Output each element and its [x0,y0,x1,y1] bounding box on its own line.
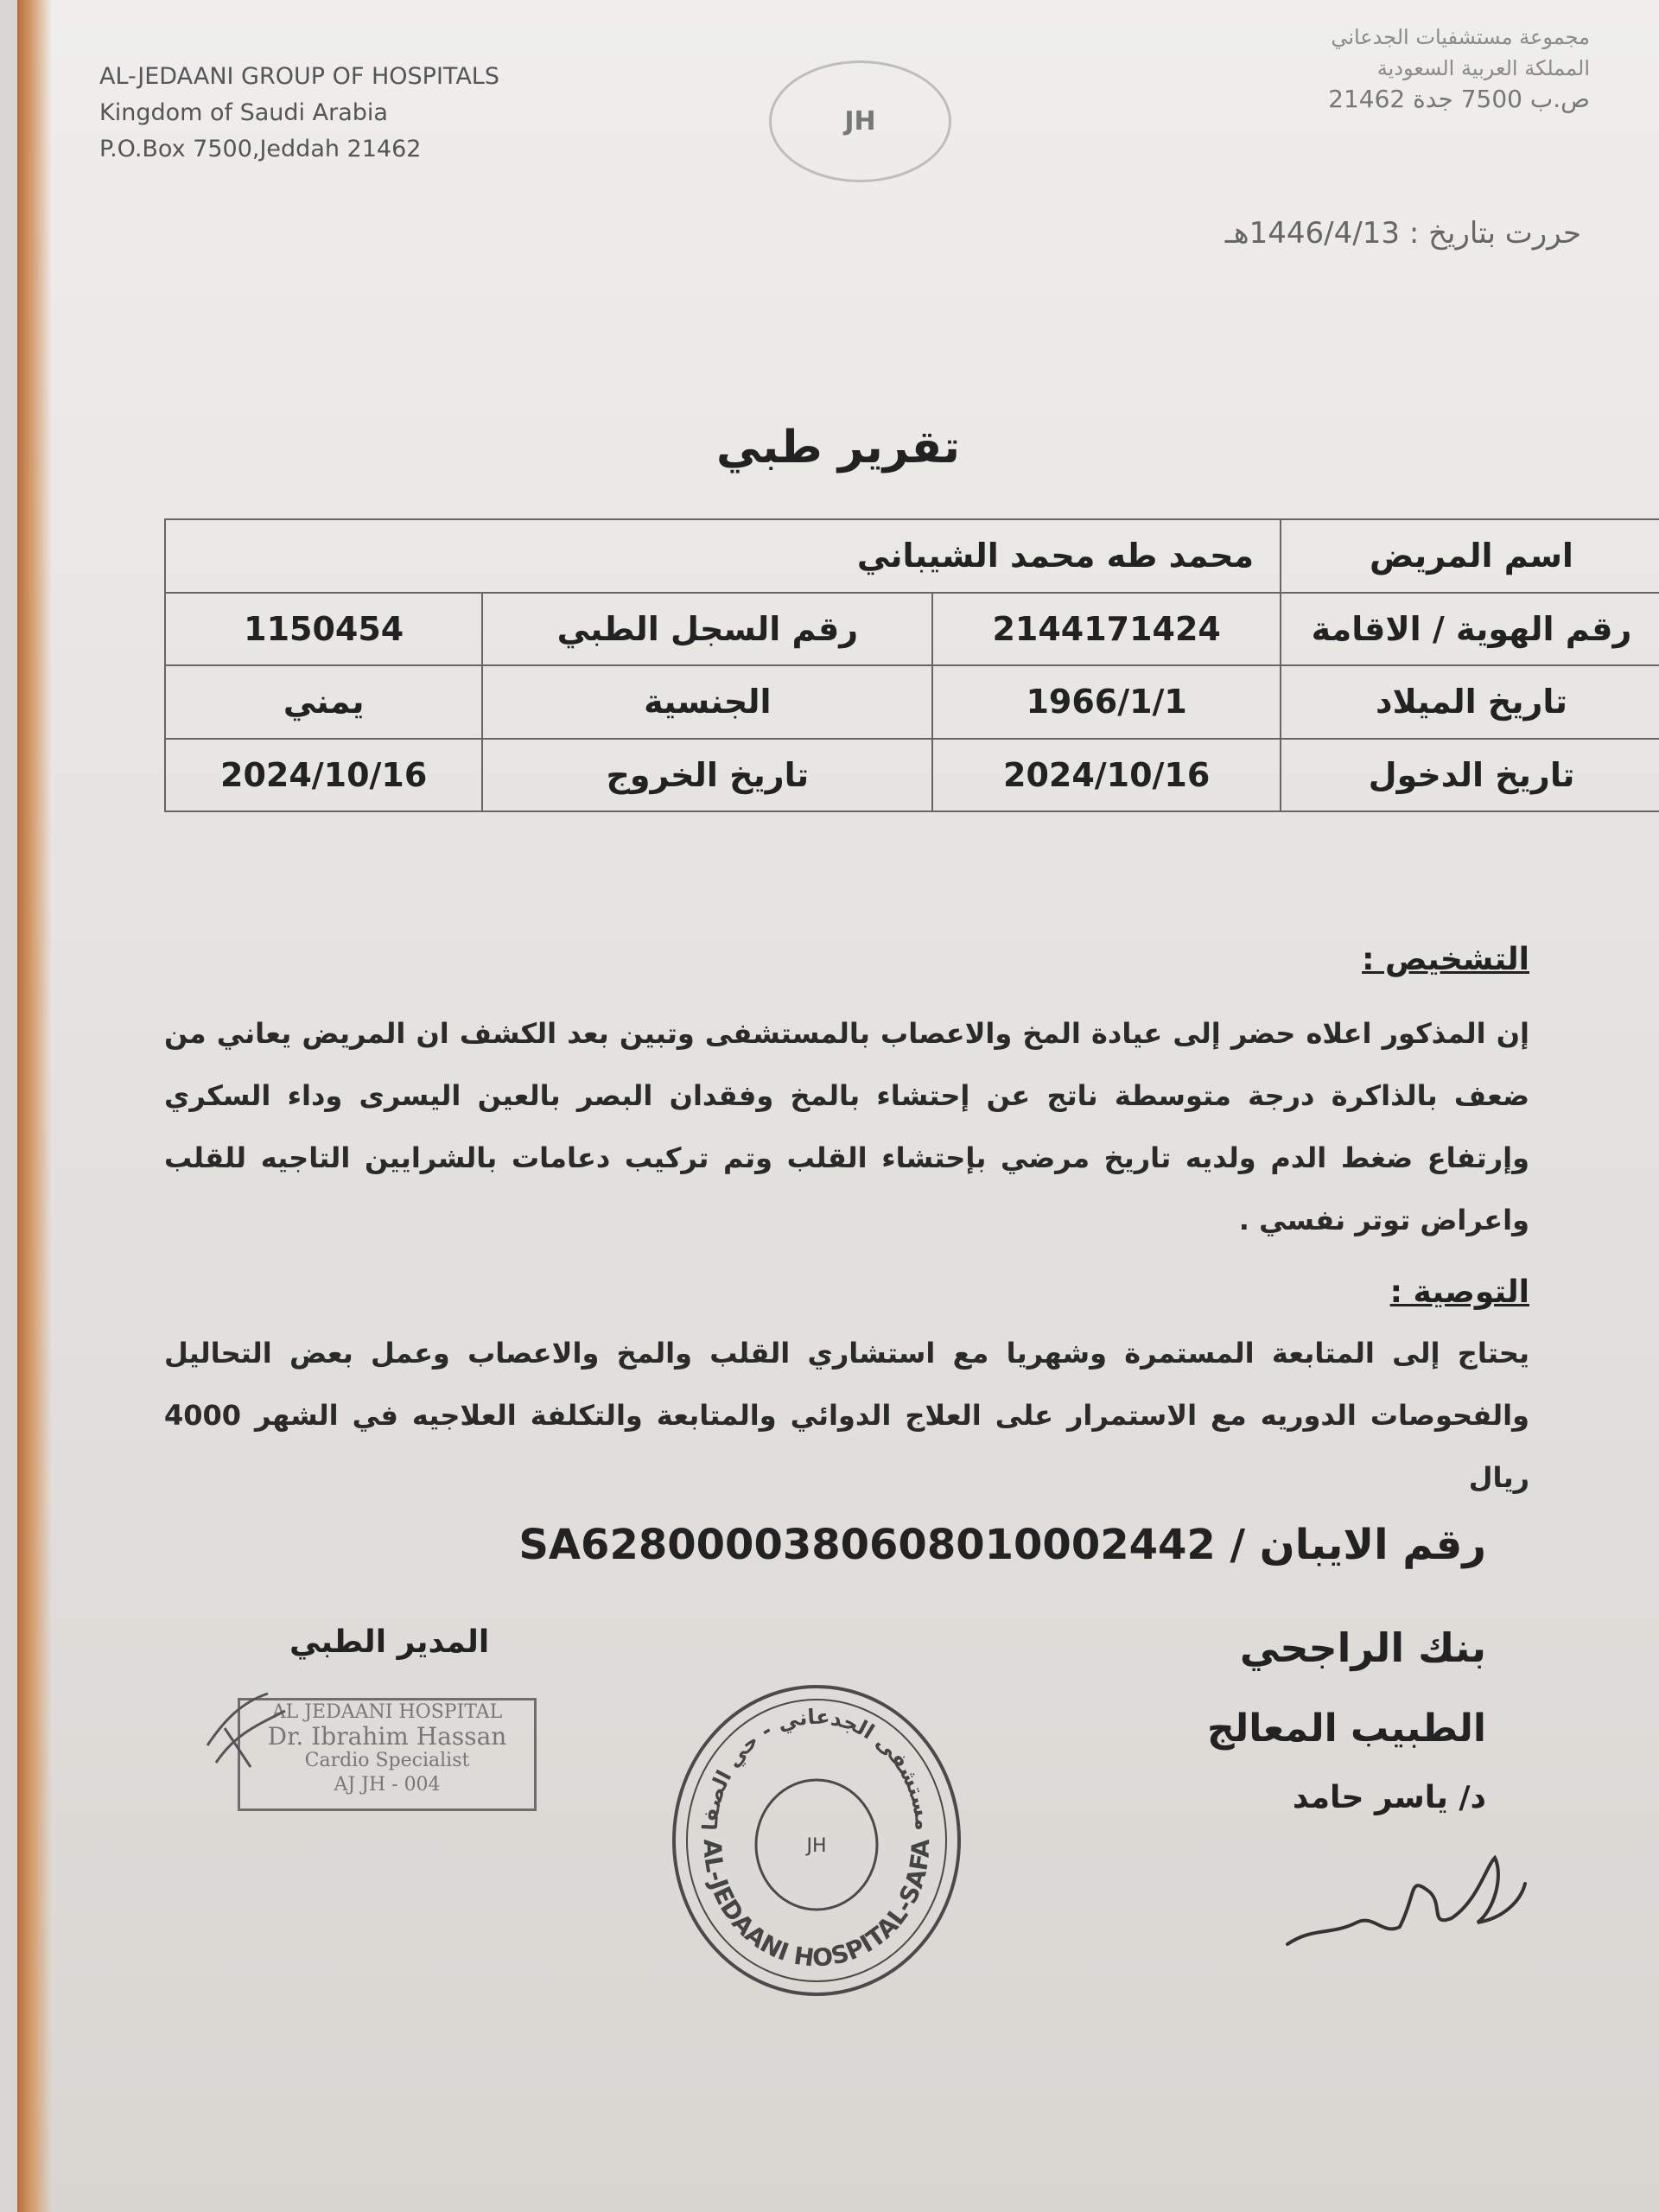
discharge-value: 2024/10/16 [165,739,482,812]
discharge-label: تاريخ الخروج [482,739,932,812]
table-row [165,739,1659,812]
hospital-group-name: AL-JEDAANI GROUP OF HOSPITALS [99,63,499,90]
paper-edge [17,0,52,2212]
seal-text: AL-JEDAANI HOSPITAL-SAFA [697,1838,936,1973]
date-value: 1446/4/13هـ [1224,216,1400,251]
issue-date [1225,216,1581,251]
director-signature-icon [199,1685,294,1780]
patient-name-label: اسم المريض [1281,519,1659,593]
date-label: حررت بتاريخ : [1408,216,1581,251]
bank-name: بنك الراجحي [1239,1624,1486,1671]
patient-info-table [164,518,1659,812]
arabic-letterhead [1305,22,1590,115]
stamp-line: AL JEDAANI HOSPITAL [271,1701,503,1723]
seal-logo-text: JH [806,1835,827,1857]
treating-doctor-title: الطبيب المعالج [1207,1707,1486,1751]
patient-name-value: محمد طه محمد الشيباني [165,519,1281,593]
table-row [165,665,1659,739]
nationality-value: يمني [165,665,482,739]
admission-value: 2024/10/16 [932,739,1281,812]
dob-value: 1966/1/1 [932,665,1281,739]
nationality-label: الجنسية [482,665,932,739]
mrn-value: 1150454 [165,593,482,666]
id-value: 2144171424 [932,593,1281,666]
document-page [17,0,1659,2212]
recommendation-heading: التوصية : [1389,1274,1529,1310]
logo-text: JH [844,106,876,137]
stamp-line: Dr. Ibrahim Hassan [267,1722,507,1751]
table-row [165,519,1659,593]
table-row [165,593,1659,666]
seal-arabic-text: مستشفى الجدعاني - حي الصفا [697,1704,936,1832]
ar-address-line: ص.ب 7500 جدة 21462 [1328,85,1590,113]
medical-director-title: المدير الطبي [289,1624,490,1660]
document-title: تقرير طبي [715,422,961,474]
admission-label: تاريخ الدخول [1281,739,1659,812]
stamp-line: AJ JH - 004 [334,1774,441,1796]
stamp-line: Cardio Specialist [304,1750,470,1771]
hospital-seal-icon [670,1681,963,2000]
english-letterhead [99,59,499,168]
recommendation-text: يحتاج إلى المتابعة المستمرة وشهريا مع استشاري القلب والمخ والاعصاب وعمل بعض التحاليل والفحوصات الدوريه مع الاستمرار على العلاج الدوائي والمتابعة والتكلفة العلاجيه في الشهر 4000 ريال [164,1337,1529,1494]
id-label: رقم الهوية / الاقامة [1281,593,1659,666]
iban-line [518,1521,1486,1569]
diagnosis-heading: التشخيص : [1362,942,1529,977]
address-line: P.O.Box 7500,Jeddah 21462 [99,136,422,162]
ar-group-name: مجموعة مستشفيات الجدعاني [1331,25,1590,49]
hospital-logo [769,60,951,182]
mrn-label: رقم السجل الطبي [482,593,932,666]
dob-label: تاريخ الميلاد [1281,665,1659,739]
iban-value: SA6280000380608010002442 [518,1521,1216,1569]
iban-label: رقم الايبان / [1230,1521,1486,1569]
treating-doctor-signature-icon [1279,1840,1529,1961]
country-line: Kingdom of Saudi Arabia [99,99,388,126]
ar-country-line: المملكة العربية السعودية [1376,56,1590,80]
diagnosis-text: إن المذكور اعلاه حضر إلى عيادة المخ والاعصاب بالمستشفى وتبين بعد الكشف ان المريض يعاني من ضعف بالذاكرة درجة متوسطة ناتج عن إحتشاء بالمخ وفقدان البصر بالعين اليسرى وداء السكري وإرتفاع ضغط الدم ولديه تاريخ مرضي بإحتشاء القلب وتم تركيب دعامات بالشرايين التاجيه للقلب واعراض توتر نفسي . [164,1017,1529,1236]
treating-doctor-name: د/ ياسر حامد [1292,1780,1486,1815]
